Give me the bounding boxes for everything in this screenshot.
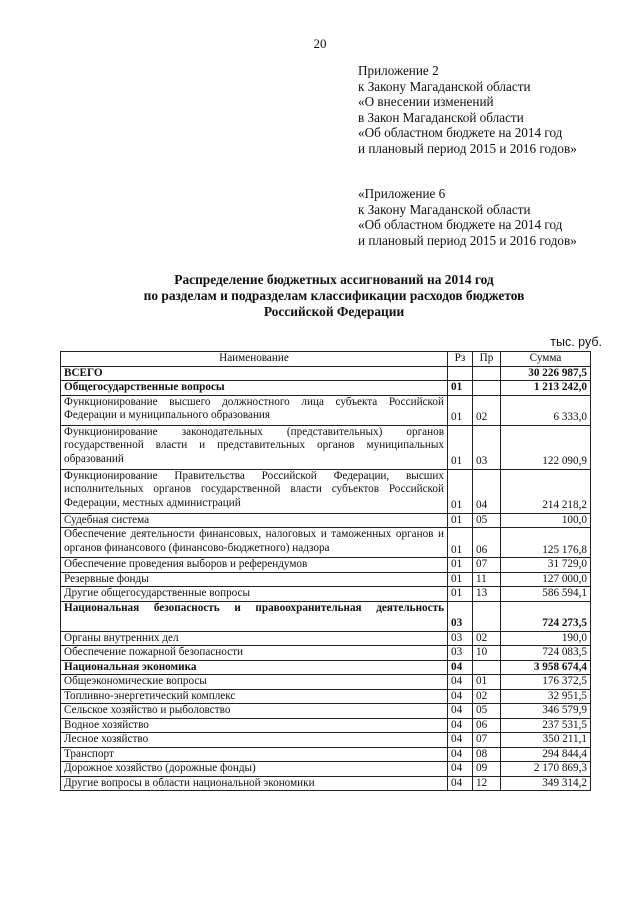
table-row (61, 762, 591, 777)
row-sum-cell: 31 729,0 (501, 558, 591, 573)
row-pr-cell: 06 (473, 718, 501, 733)
table-row (61, 631, 591, 646)
row-name-cell: Другие вопросы в области национальной экономики (61, 776, 448, 791)
table-row (61, 587, 591, 602)
row-name-cell: Сельское хозяйство и рыболовство (61, 704, 448, 719)
row-sum-cell: 122 090,9 (501, 425, 591, 469)
row-name-cell: Топливно-энергетический комплекс (61, 689, 448, 704)
row-pr-cell: 08 (473, 747, 501, 762)
row-pr-cell: 02 (473, 395, 501, 425)
row-rz-cell: 04 (448, 776, 473, 791)
row-pr-cell: 07 (473, 733, 501, 748)
row-name-cell: Национальная безопасность и правоохранительная деятельность (61, 601, 448, 631)
table-row (61, 469, 591, 513)
row-pr-cell: 03 (473, 425, 501, 469)
row-name-cell: Другие общегосударственные вопросы (61, 587, 448, 602)
table-row (61, 675, 591, 690)
row-rz-cell: 01 (448, 425, 473, 469)
row-rz-cell: 04 (448, 762, 473, 777)
document-title (60, 272, 608, 320)
row-pr-cell: 11 (473, 572, 501, 587)
appendix-2-line: «Об областном бюджете на 2014 год (358, 125, 563, 141)
title-line: по разделам и подразделам классификации расходов бюджетов (143, 288, 525, 303)
units-label: тыс. руб. (550, 335, 602, 349)
row-sum-cell: 127 000,0 (501, 572, 591, 587)
row-name-cell: Обеспечение пожарной безопасности (61, 646, 448, 661)
row-pr-cell (473, 601, 501, 631)
row-sum-cell: 214 218,2 (501, 469, 591, 513)
row-sum-cell: 346 579,9 (501, 704, 591, 719)
column-header-pr: Пр (473, 352, 501, 367)
row-sum-cell: 294 844,4 (501, 747, 591, 762)
row-pr-cell: 05 (473, 704, 501, 719)
row-rz-cell: 01 (448, 513, 473, 528)
row-rz-cell: 04 (448, 704, 473, 719)
row-rz-cell: 04 (448, 689, 473, 704)
row-name-cell: Функционирование Правительства Российской Федерации, высших исполнительных органов государственной власти субъектов Российской Федерации, местных администраций (61, 469, 448, 513)
row-sum-cell: 100,0 (501, 513, 591, 528)
row-sum-cell: 724 273,5 (501, 601, 591, 631)
row-name-cell: Водное хозяйство (61, 718, 448, 733)
row-name-cell: Общеэкономические вопросы (61, 675, 448, 690)
row-pr-cell (473, 660, 501, 675)
row-rz-cell: 01 (448, 587, 473, 602)
table-row (61, 572, 591, 587)
row-name-cell: Обеспечение проведения выборов и референдумов (61, 558, 448, 573)
table-row (61, 747, 591, 762)
row-sum-cell: 176 372,5 (501, 675, 591, 690)
row-name-cell: Функционирование высшего должностного лица субъекта Российской Федерации и муниципального образования (61, 395, 448, 425)
table-row (61, 601, 591, 631)
row-pr-cell: 12 (473, 776, 501, 791)
row-rz-cell: 01 (448, 558, 473, 573)
row-name-cell: Общегосударственные вопросы (61, 381, 448, 396)
appendix-2-line: Приложение 2 (358, 63, 439, 78)
table-row (61, 704, 591, 719)
appendix-2-line: к Закону Магаданской области (358, 78, 531, 94)
column-header-name: Наименование (61, 352, 448, 367)
appendix-6-line: «Приложение 6 (358, 186, 446, 201)
row-name-cell: Органы внутренних дел (61, 631, 448, 646)
page-number: 20 (313, 36, 327, 51)
appendix-2-header (358, 63, 628, 157)
appendix-6-line: и плановый период 2015 и 2016 годов» (358, 232, 577, 248)
row-sum-cell: 2 170 869,3 (501, 762, 591, 777)
row-rz-cell: 04 (448, 660, 473, 675)
row-name-cell: Судебная система (61, 513, 448, 528)
appendix-2-line: в Закон Магаданской области (358, 109, 524, 125)
table-row (61, 366, 591, 381)
row-rz-cell: 04 (448, 675, 473, 690)
table-row (61, 660, 591, 675)
table-row (61, 733, 591, 748)
row-name-cell: Функционирование законодательных (представительных) органов государственной власти и представительных органов муниципальных образований (61, 425, 448, 469)
row-rz-cell: 01 (448, 528, 473, 558)
table-row (61, 718, 591, 733)
row-sum-cell: 125 176,8 (501, 528, 591, 558)
budget-table-body (61, 366, 591, 791)
row-pr-cell: 07 (473, 558, 501, 573)
column-header-rz: Рз (448, 352, 473, 367)
row-sum-cell: 350 211,1 (501, 733, 591, 748)
row-pr-cell: 09 (473, 762, 501, 777)
row-sum-cell: 1 213 242,0 (501, 381, 591, 396)
row-rz-cell: 04 (448, 733, 473, 748)
row-name-cell: ВСЕГО (61, 366, 448, 381)
appendix-6-header (358, 186, 628, 248)
row-rz-cell (448, 366, 473, 381)
row-sum-cell: 349 314,2 (501, 776, 591, 791)
table-row (61, 528, 591, 558)
row-sum-cell: 724 083,5 (501, 646, 591, 661)
appendix-6-line: к Закону Магаданской области (358, 201, 531, 217)
table-row (61, 689, 591, 704)
row-pr-cell: 01 (473, 675, 501, 690)
row-rz-cell: 01 (448, 395, 473, 425)
row-rz-cell: 03 (448, 631, 473, 646)
row-pr-cell (473, 366, 501, 381)
row-name-cell: Резервные фонды (61, 572, 448, 587)
row-pr-cell: 10 (473, 646, 501, 661)
row-rz-cell: 01 (448, 572, 473, 587)
row-sum-cell: 32 951,5 (501, 689, 591, 704)
row-rz-cell: 03 (448, 646, 473, 661)
row-pr-cell: 13 (473, 587, 501, 602)
row-pr-cell (473, 381, 501, 396)
row-rz-cell: 01 (448, 469, 473, 513)
row-rz-cell: 01 (448, 381, 473, 396)
row-rz-cell: 03 (448, 601, 473, 631)
row-name-cell: Обеспечение деятельности финансовых, налоговых и таможенных органов и органов финансового (финансово-бюджетного) надзора (61, 528, 448, 558)
row-sum-cell: 30 226 987,5 (501, 366, 591, 381)
row-pr-cell: 02 (473, 631, 501, 646)
appendix-2-line: и плановый период 2015 и 2016 годов» (358, 140, 577, 156)
row-pr-cell: 02 (473, 689, 501, 704)
row-name-cell: Дорожное хозяйство (дорожные фонды) (61, 762, 448, 777)
title-line: Распределение бюджетных ассигнований на 2014 год (174, 272, 494, 287)
row-sum-cell: 6 333,0 (501, 395, 591, 425)
row-rz-cell: 04 (448, 718, 473, 733)
row-name-cell: Транспорт (61, 747, 448, 762)
row-sum-cell: 586 594,1 (501, 587, 591, 602)
row-name-cell: Лесное хозяйство (61, 733, 448, 748)
budget-table (60, 351, 591, 791)
row-sum-cell: 190,0 (501, 631, 591, 646)
table-row (61, 558, 591, 573)
table-row (61, 425, 591, 469)
row-name-cell: Национальная экономика (61, 660, 448, 675)
column-header-sum: Сумма (501, 352, 591, 367)
row-pr-cell: 06 (473, 528, 501, 558)
row-pr-cell: 04 (473, 469, 501, 513)
appendix-6-line: «Об областном бюджете на 2014 год (358, 217, 563, 233)
appendix-2-line: «О внесении изменений (358, 94, 494, 110)
row-pr-cell: 05 (473, 513, 501, 528)
table-header-row (61, 352, 591, 367)
table-row (61, 513, 591, 528)
table-row (61, 381, 591, 396)
table-row (61, 646, 591, 661)
table-row (61, 395, 591, 425)
row-sum-cell: 237 531,5 (501, 718, 591, 733)
title-line: Российской Федерации (263, 304, 405, 319)
row-rz-cell: 04 (448, 747, 473, 762)
row-sum-cell: 3 958 674,4 (501, 660, 591, 675)
table-row (61, 776, 591, 791)
